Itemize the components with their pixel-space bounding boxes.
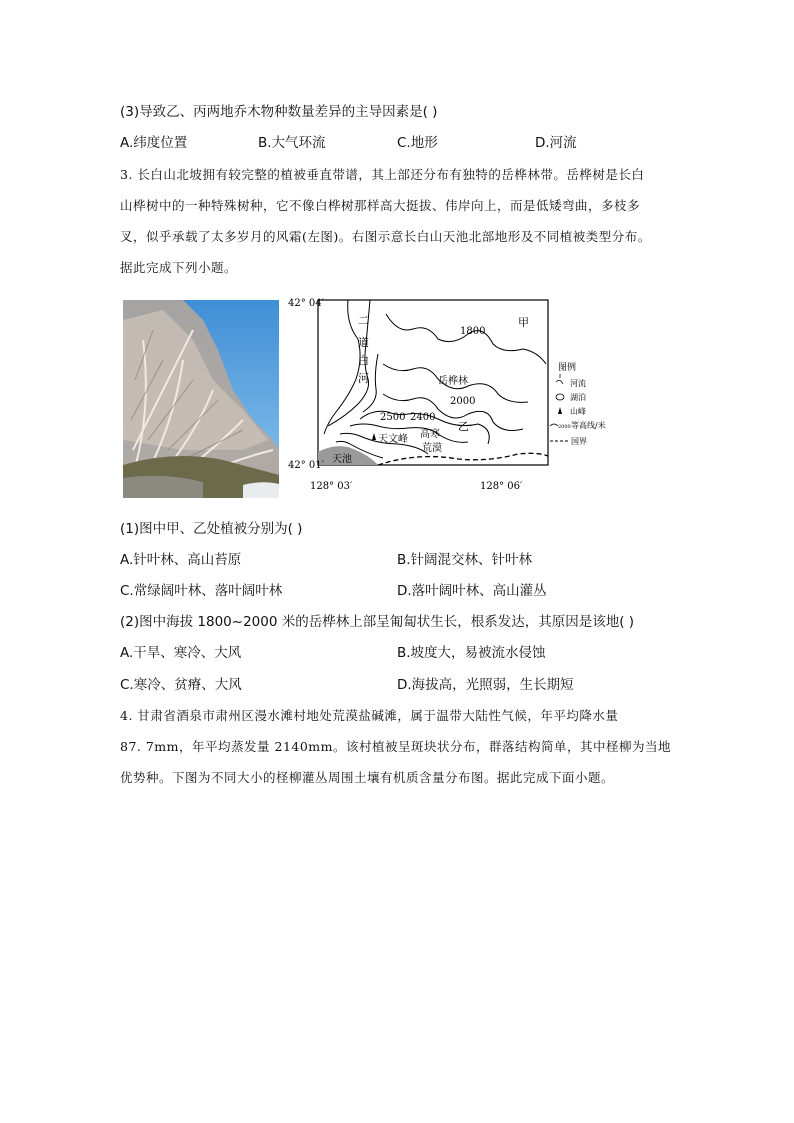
label-tianwen: 天文峰 xyxy=(378,434,408,445)
legend-contour-num: 2000 xyxy=(558,424,571,430)
birch-photo xyxy=(123,300,279,498)
river-char-3: 白 xyxy=(358,354,369,367)
q3-intro-line-1: 3. 长白山北坡拥有较完整的植被垂直带谱，其上部还分布有独特的岳桦林带。岳桦树是长白 xyxy=(120,167,645,182)
contour-label-2000: 2000 xyxy=(450,396,476,407)
lat-top-label: 42° 04′ xyxy=(288,298,324,309)
legend-river-icon xyxy=(556,374,563,384)
tianchi-map xyxy=(288,294,606,494)
label-huangmo: 荒漠 xyxy=(422,443,442,454)
q3-sub3-option-d: D.河流 xyxy=(535,135,577,151)
legend-contour: 等高线/米 xyxy=(571,421,606,430)
q3-sub2-option-d: D.海拔高，光照弱，生长期短 xyxy=(397,677,574,693)
lat-bottom-label: 42° 01′ xyxy=(288,460,324,471)
label-jia: 甲 xyxy=(518,316,529,329)
map-legend xyxy=(550,361,606,446)
label-yuehua: 岳桦林 xyxy=(438,376,468,387)
q3-sub1-option-a: A.针叶林、高山苔原 xyxy=(120,552,242,568)
label-yi: 乙 xyxy=(458,420,469,433)
legend-lake: 湖泊 xyxy=(570,393,586,402)
q3-sub3-option-b: B.大气环流 xyxy=(258,135,326,151)
q3-sub2-option-b: B.坡度大，易被流水侵蚀 xyxy=(397,645,546,661)
river-char-4: 河 xyxy=(358,372,369,385)
q3-sub1-option-c: C.常绿阔叶林、落叶阔叶林 xyxy=(120,583,283,599)
legend-river: 河流 xyxy=(570,379,586,388)
contour-label-2500: 2500 xyxy=(380,412,406,423)
legend-border: 国界 xyxy=(571,437,587,446)
legend-peak-icon xyxy=(558,407,562,414)
lon-left-label: 128° 03′ xyxy=(310,481,353,492)
q4-intro-line-3: 优势种。下图为不同大小的柽柳灌丛周围土壤有机质含量分布图。据此完成下面小题。 xyxy=(120,770,615,785)
q4-intro-line-2: 87. 7mm，年平均蒸发量 2140mm。该村植被呈斑块状分布，群落结构简单，其中柽柳为当地 xyxy=(120,739,672,754)
legend-title: 图例 xyxy=(558,363,577,373)
legend-peak: 山峰 xyxy=(570,407,586,416)
label-tianchi: 天池 xyxy=(332,454,352,465)
label-gaohan: 高寒 xyxy=(420,429,440,440)
legend-contour-icon xyxy=(550,424,558,426)
q3-intro-line-2: 山桦树中的一种特殊树种，它不像白桦树那样高大挺拔、伟岸向上，而是低矮弯曲，多枝多 xyxy=(120,198,641,213)
contour-label-1800: 1800 xyxy=(460,326,486,337)
q3-intro-line-3: 叉，似乎承载了太多岁月的风霜(左图)。右图示意长白山天池北部地形及不同植被类型分布。 xyxy=(120,229,651,244)
q3-sub1-option-b: B.针阔混交林、针叶林 xyxy=(397,552,533,568)
q3-sub2-option-c: C.寒冷、贫瘠、大风 xyxy=(120,677,242,693)
river-char-2: 道 xyxy=(358,336,369,349)
q3-sub1-stem: (1)图中甲、乙处植被分别为( ) xyxy=(120,521,303,537)
river-char-1: 二 xyxy=(358,314,369,327)
q3-sub1-option-d: D.落叶阔叶林、高山灌丛 xyxy=(397,583,547,599)
legend-lake-icon xyxy=(556,394,564,400)
q3-sub3-option-a: A.纬度位置 xyxy=(120,135,188,151)
map-frame xyxy=(318,300,548,465)
q3-sub2-stem: (2)图中海拔 1800~2000 米的岳桦林上部呈匍匐状生长，根系发达，其原因是该地( ) xyxy=(120,614,635,630)
q3-sub3-stem: (3)导致乙、丙两地乔木物种数量差异的主导因素是( ) xyxy=(120,104,438,120)
q3-sub3-option-c: C.地形 xyxy=(397,135,438,151)
contour-label-2400: 2400 xyxy=(410,412,436,423)
q4-intro-line-1: 4. 甘肃省酒泉市肃州区漫水滩村地处荒漠盐碱滩，属于温带大陆性气候，年平均降水量 xyxy=(120,708,619,723)
lon-right-label: 128° 06′ xyxy=(480,481,523,492)
q3-sub2-option-a: A.干旱、寒冷、大风 xyxy=(120,645,242,661)
q3-intro-line-4: 据此完成下列小题。 xyxy=(120,260,238,275)
